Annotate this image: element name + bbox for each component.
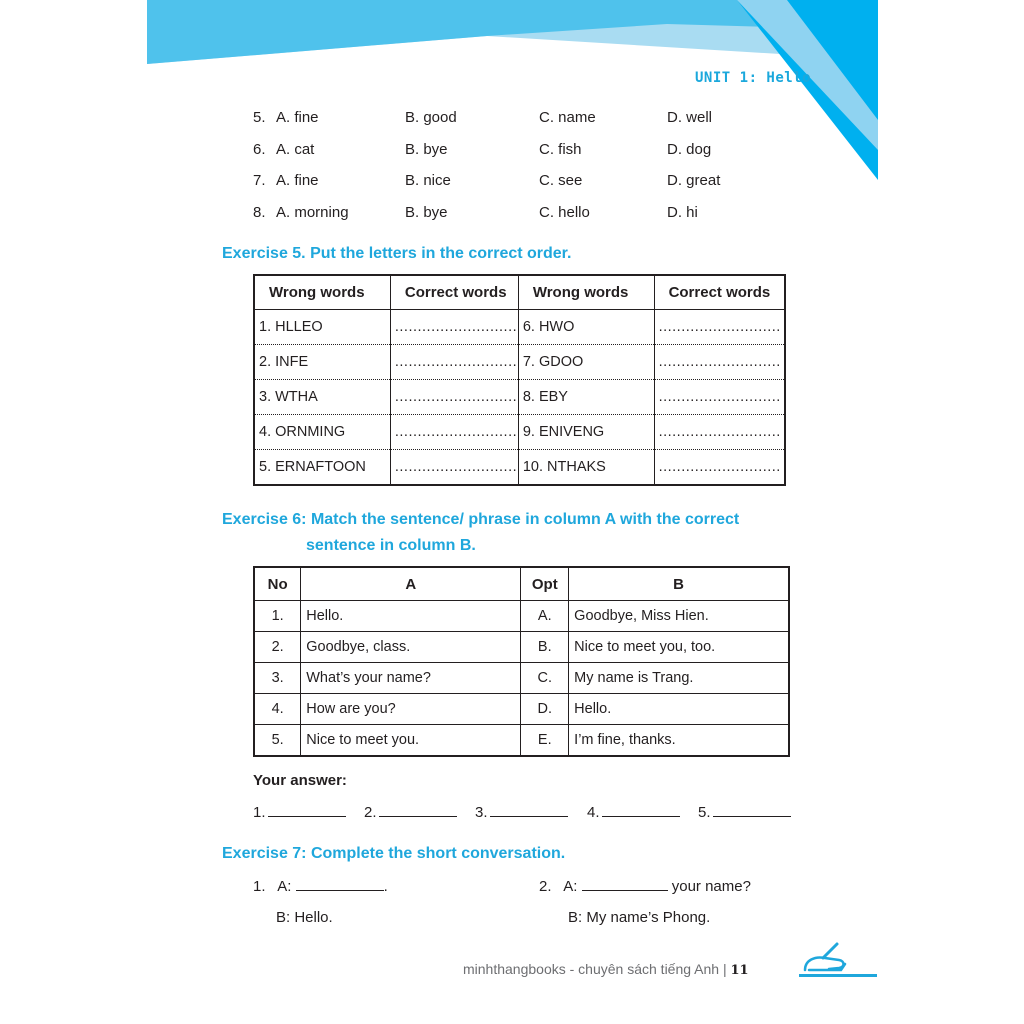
wrong-word: 10. NTHAKS [518, 450, 654, 486]
answer-number: 5. [698, 804, 711, 821]
line-suffix: your name? [671, 878, 751, 895]
answer-blank[interactable]: ........................... [390, 415, 518, 450]
wrong-word: 8. EBY [518, 380, 654, 415]
column-header: A [301, 567, 521, 601]
option-c: C. name [539, 109, 596, 126]
speaker-a: A: [563, 878, 578, 895]
option-c: C. hello [539, 204, 590, 221]
answer-slot[interactable] [364, 804, 457, 821]
option-a: A. cat [276, 141, 315, 158]
answer-blank[interactable]: ........................... [654, 450, 785, 486]
answer-line[interactable] [268, 806, 346, 817]
column-a-text: Hello. [301, 601, 521, 632]
answer-blank[interactable]: ........................... [390, 310, 518, 345]
unit-title: UNIT 1: Hello [695, 70, 812, 86]
page-number: 11 [730, 963, 749, 978]
column-b-text: Nice to meet you, too. [569, 632, 789, 663]
wrong-word: 6. HWO [518, 310, 654, 345]
question-number: 7. [253, 172, 266, 189]
answer-blank[interactable]: ........................... [390, 380, 518, 415]
table-row [254, 601, 789, 632]
column-header: Correct words [654, 275, 785, 310]
option-letter: B. [521, 632, 569, 663]
answer-line[interactable] [713, 806, 791, 817]
row-number: 3. [254, 663, 301, 694]
row-number: 5. [254, 725, 301, 757]
answer-line[interactable] [582, 880, 668, 891]
column-header: B [569, 567, 789, 601]
option-letter: A. [521, 601, 569, 632]
option-b: B. nice [405, 172, 451, 189]
table-row [254, 663, 789, 694]
your-answer-label: Your answer: [253, 772, 347, 789]
table-row [254, 380, 785, 415]
option-letter: E. [521, 725, 569, 757]
row-number: 2. [254, 632, 301, 663]
question-number: 8. [253, 204, 266, 221]
option-b: B. bye [405, 204, 448, 221]
option-c: C. see [539, 172, 583, 189]
column-b-text: Hello. [569, 694, 789, 725]
question-number: 6. [253, 141, 266, 158]
answer-line[interactable] [490, 806, 568, 817]
wrong-word: 2. INFE [254, 345, 390, 380]
conversation-2-line-a [539, 878, 751, 895]
answer-line[interactable] [602, 806, 680, 817]
column-a-text: What’s your name? [301, 663, 521, 694]
column-b-text: Goodbye, Miss Hien. [569, 601, 789, 632]
table-row [254, 345, 785, 380]
exercise-6-table [253, 566, 790, 757]
option-d: D. well [667, 109, 713, 126]
workbook-page [147, 0, 878, 1024]
answer-blank[interactable]: ........................... [390, 450, 518, 486]
answer-slot[interactable] [253, 804, 346, 821]
column-a-text: Goodbye, class. [301, 632, 521, 663]
answer-blank[interactable]: ........................... [654, 310, 785, 345]
answer-number: 2. [364, 804, 377, 821]
option-b: B. good [405, 109, 457, 126]
row-number: 4. [254, 694, 301, 725]
column-a-text: How are you? [301, 694, 521, 725]
row-number: 1. [254, 601, 301, 632]
answer-slot[interactable] [587, 804, 680, 821]
option-c: C. fish [539, 141, 582, 158]
option-d: D. dog [667, 141, 712, 158]
speaker-a: A: [277, 878, 292, 895]
wrong-word: 4. ORNMING [254, 415, 390, 450]
option-letter: C. [521, 663, 569, 694]
line-suffix: . [383, 878, 388, 895]
exercise-6-title-line2: sentence in column B. [306, 537, 476, 554]
column-a-text: Nice to meet you. [301, 725, 521, 757]
table-header-row [254, 567, 789, 601]
option-d: D. great [667, 172, 721, 189]
column-header: No [254, 567, 301, 601]
option-b: B. bye [405, 141, 448, 158]
question-number: 5. [253, 109, 266, 126]
answer-blank[interactable]: ........................... [654, 345, 785, 380]
conversation-2-line-b: B: My name’s Phong. [568, 909, 711, 926]
answer-line[interactable] [379, 806, 457, 817]
item-number: 1. [253, 878, 266, 895]
table-header-row [254, 275, 785, 310]
table-row [254, 694, 789, 725]
writing-hand-icon [799, 940, 877, 980]
column-header: Wrong words [254, 275, 390, 310]
wrong-word: 7. GDOO [518, 345, 654, 380]
answer-blank[interactable]: ........................... [654, 415, 785, 450]
table-row [254, 415, 785, 450]
wrong-word: 3. WTHA [254, 380, 390, 415]
wrong-word: 5. ERNAFTOON [254, 450, 390, 486]
answer-slot[interactable] [475, 804, 568, 821]
conversation-1-line-b: B: Hello. [276, 909, 333, 926]
banner-corner-dark [737, 0, 878, 180]
column-b-text: I’m fine, thanks. [569, 725, 789, 757]
publisher-text: minhthangbooks - chuyên sách tiếng Anh | [463, 961, 727, 977]
option-a: A. fine [276, 172, 319, 189]
exercise-6-title: Exercise 6: Match the sentence/ phrase in column A with the correct [222, 511, 740, 528]
column-header: Wrong words [518, 275, 654, 310]
exercise-5-table [253, 274, 786, 486]
table-row [254, 310, 785, 345]
exercise-7-title: Exercise 7: Complete the short conversation. [222, 845, 566, 862]
answer-number: 1. [253, 804, 266, 821]
answer-number: 4. [587, 804, 600, 821]
answer-blank[interactable]: ........................... [390, 345, 518, 380]
table-row [254, 632, 789, 663]
answer-number: 3. [475, 804, 488, 821]
wrong-word: 1. HLLEO [254, 310, 390, 345]
answer-blank[interactable]: ........................... [654, 380, 785, 415]
answer-slot[interactable] [698, 804, 791, 821]
table-row [254, 725, 789, 757]
answer-line[interactable] [296, 880, 384, 891]
option-letter: D. [521, 694, 569, 725]
exercise-5-title: Exercise 5. Put the letters in the correct order. [222, 245, 572, 262]
option-a: A. fine [276, 109, 319, 126]
column-header: Opt [521, 567, 569, 601]
option-a: A. morning [276, 204, 349, 221]
page-footer [463, 961, 749, 978]
table-row [254, 450, 785, 486]
answer-blanks [253, 804, 798, 826]
conversation-1-line-a [253, 878, 388, 895]
item-number: 2. [539, 878, 552, 895]
wrong-word: 9. ENIVENG [518, 415, 654, 450]
column-b-text: My name is Trang. [569, 663, 789, 694]
option-d: D. hi [667, 204, 698, 221]
column-header: Correct words [390, 275, 518, 310]
